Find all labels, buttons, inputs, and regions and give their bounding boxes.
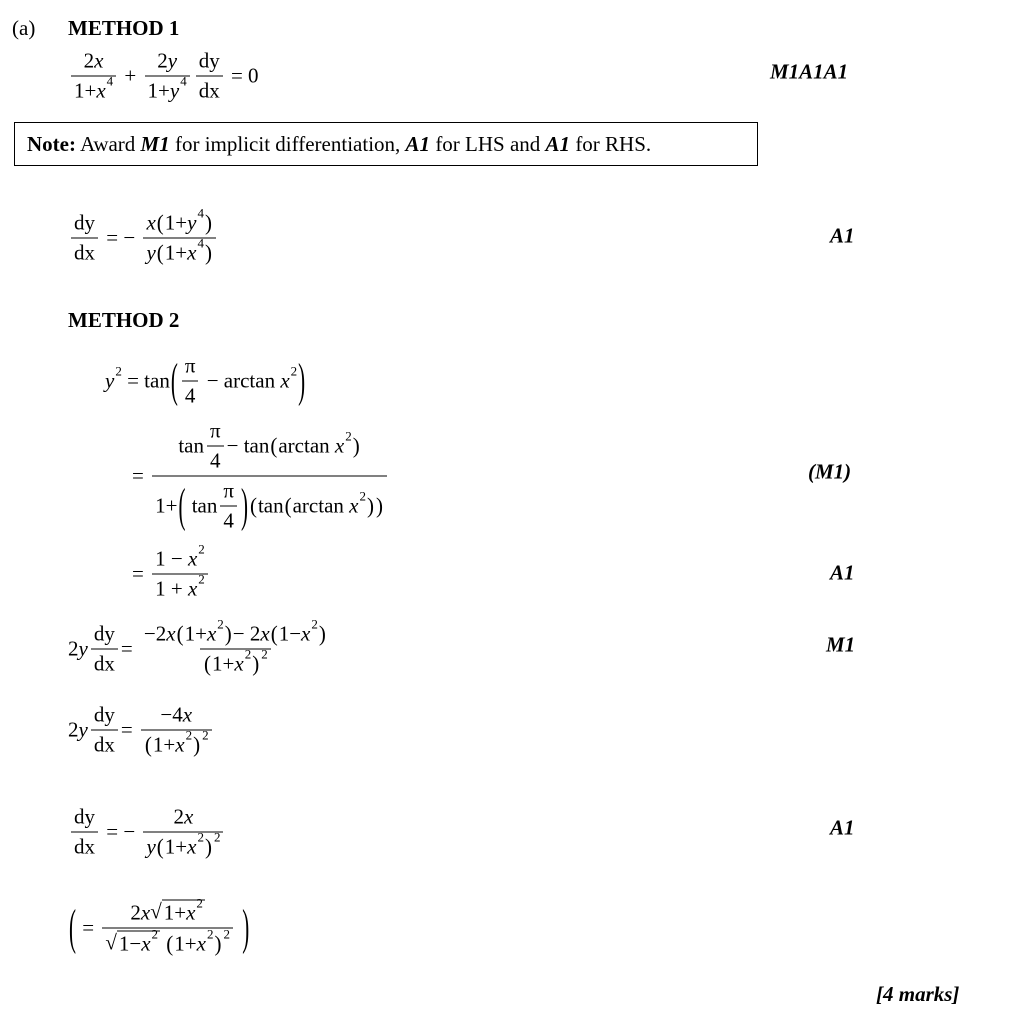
math-text: 1−: [278, 621, 302, 646]
mark-m1: M1: [826, 632, 856, 657]
math-superscript: 2: [206, 926, 214, 942]
left-paren: (: [249, 493, 257, 518]
fraction-denominator: [145, 73, 190, 104]
math-text: 4: [184, 383, 196, 408]
math-fraction: [182, 354, 199, 409]
method-2-heading: METHOD 2: [68, 308, 180, 332]
fraction-numerator: [207, 419, 224, 446]
left-paren: (: [176, 621, 184, 646]
math-text: − arctan: [201, 368, 281, 393]
fraction-denominator: [143, 235, 216, 266]
paren-content: [179, 354, 297, 409]
math-variable: x: [94, 48, 104, 73]
math-fraction: [71, 211, 98, 266]
math-fraction: [102, 895, 233, 957]
math-fraction: [152, 541, 208, 602]
math-text: =: [77, 915, 100, 940]
math-superscript: 2: [244, 646, 252, 662]
paren-content: [184, 616, 224, 647]
fraction-numerator: [171, 805, 197, 832]
math-variable: x: [280, 368, 290, 393]
paren-content: [278, 616, 318, 647]
math-text: dx: [74, 240, 95, 265]
math-variable: x: [166, 621, 176, 646]
math-parentheses: [176, 616, 233, 647]
math-fraction: [141, 616, 330, 677]
math-superscript: 4: [197, 235, 204, 251]
math-text: 2: [130, 900, 141, 924]
math-text: 1+: [155, 493, 178, 518]
math-variable: y: [187, 210, 197, 235]
math-text: 1+: [212, 651, 235, 676]
math-variable: x: [234, 651, 244, 676]
fraction-denominator: [207, 446, 224, 474]
note-mark: M1: [140, 131, 170, 156]
math-text: 1+: [164, 834, 188, 859]
fraction-denominator: [102, 928, 233, 957]
math-text: =: [132, 463, 150, 488]
left-paren: (: [156, 240, 164, 265]
right-paren: ): [224, 621, 232, 646]
fraction-denominator: [152, 571, 208, 602]
paren-content: [278, 428, 352, 459]
fraction-denominator: [200, 646, 271, 677]
note-text: for implicit differentiation,: [169, 131, 406, 156]
math-fraction: [71, 805, 98, 860]
math-parentheses: [284, 488, 375, 519]
math-superscript: 2: [202, 727, 209, 743]
math-variable: x: [184, 804, 194, 829]
right-paren: ): [193, 732, 201, 757]
math-variable: x: [334, 433, 345, 458]
mark-a1: A1: [830, 223, 855, 248]
math-text: =: [120, 636, 138, 661]
math-superscript: 2: [196, 895, 203, 911]
right-paren: ): [204, 240, 212, 265]
paren-content: [292, 488, 366, 519]
fraction-numerator: [157, 703, 195, 730]
math-parentheses: [144, 727, 201, 758]
math-fraction: [71, 49, 116, 104]
left-paren: (: [270, 621, 278, 646]
paren-content: [257, 488, 375, 519]
math-text: =: [120, 717, 138, 742]
left-paren: (: [204, 651, 212, 676]
math-fraction: [196, 49, 223, 104]
note-box: [14, 122, 758, 166]
math-variable: x: [146, 210, 156, 235]
math-text: dy: [93, 702, 115, 727]
math-variable: y: [78, 717, 88, 742]
mark-a1: A1: [830, 560, 855, 585]
note-mark: A1: [545, 131, 571, 156]
fraction-denominator: [141, 727, 212, 758]
right-paren: ): [366, 493, 374, 518]
math-parentheses: [170, 354, 306, 409]
equation-2y-dydx-simplified: [68, 703, 215, 758]
math-text: 4: [223, 508, 234, 533]
math-text: 1 +: [155, 576, 188, 601]
right-paren: ): [298, 352, 306, 408]
note-label: Note:: [27, 131, 76, 156]
math-text: 1+: [184, 621, 207, 646]
math-variable: x: [260, 621, 270, 646]
math-parentheses: [270, 616, 327, 647]
math-text: 1 −: [155, 546, 188, 571]
fraction-numerator: [220, 479, 237, 506]
note-text: Award: [75, 131, 141, 156]
left-paren: (: [156, 210, 164, 235]
math-text: tan: [178, 433, 204, 458]
fraction-numerator: [91, 703, 118, 730]
math-variable: y: [78, 636, 88, 661]
math-variable: y: [105, 368, 115, 393]
math-parentheses: [177, 479, 249, 534]
fraction-denominator: [71, 832, 98, 860]
fraction-denominator: [91, 730, 118, 758]
math-text: 2: [83, 48, 95, 73]
math-text: 2: [68, 636, 79, 661]
note-text: for RHS.: [570, 131, 652, 156]
left-paren: (: [144, 732, 152, 757]
math-text: 1+: [152, 732, 176, 757]
math-text: 1+: [74, 78, 97, 103]
math-text: arctan: [278, 433, 335, 458]
fraction-denominator: [91, 649, 118, 677]
right-paren: ): [214, 930, 222, 956]
math-superscript: 2: [197, 829, 204, 845]
math-superscript: 2: [311, 616, 318, 632]
math-text: dx: [198, 78, 220, 103]
left-paren: (: [270, 433, 278, 458]
right-paren: ): [352, 433, 360, 458]
math-text: dy: [74, 804, 95, 829]
radical-sign: √: [150, 899, 162, 924]
math-superscript: 2: [345, 428, 352, 444]
math-superscript: 2: [198, 541, 205, 557]
math-fraction: [141, 703, 212, 758]
math-parentheses: [68, 895, 250, 957]
right-paren: ): [240, 477, 248, 533]
math-superscript: 4: [180, 73, 187, 89]
math-fraction: [143, 205, 216, 266]
math-text: = −: [101, 225, 141, 250]
right-paren: ): [318, 621, 326, 646]
mark-a1: A1: [830, 815, 855, 840]
note-text: for LHS and: [430, 131, 546, 156]
equation-implicit-differentiation: [68, 49, 259, 104]
math-text: =: [132, 561, 150, 586]
math-superscript: 2: [359, 488, 366, 504]
mark-m1a1a1: M1A1A1: [770, 59, 849, 84]
math-text: 1+: [164, 210, 188, 235]
fraction-denominator: [152, 476, 387, 534]
fraction-denominator: [143, 829, 223, 860]
paren-content: [164, 235, 204, 266]
math-variable: x: [186, 900, 196, 925]
math-variable: y: [146, 240, 156, 265]
equation-y-squared: [105, 354, 306, 409]
paren-content: [164, 205, 204, 236]
fraction-denominator: [71, 238, 98, 266]
math-text: dy: [93, 621, 115, 646]
math-variable: x: [187, 240, 197, 265]
radicand: [117, 926, 160, 957]
math-text: = 0: [225, 63, 259, 88]
math-fraction: [220, 479, 237, 534]
left-paren: (: [156, 834, 164, 859]
paren-content: [174, 926, 214, 956]
fraction-numerator: [196, 49, 223, 76]
math-variable: y: [146, 834, 156, 859]
math-superscript: 2: [290, 363, 298, 379]
math-text: dy: [74, 210, 95, 235]
math-fraction: [91, 703, 118, 758]
math-text: tan: [257, 493, 284, 518]
math-superscript: 2: [223, 926, 230, 942]
fraction-numerator: [175, 419, 363, 476]
fraction-numerator: [154, 49, 180, 76]
math-text: 1+: [174, 931, 197, 955]
fraction-numerator: [182, 354, 199, 381]
fraction-numerator: [71, 211, 98, 238]
fraction-numerator: [127, 895, 208, 928]
paren-content: [77, 895, 241, 957]
math-text: dx: [93, 732, 115, 757]
math-text: − tan: [226, 433, 270, 458]
right-paren: ): [204, 834, 212, 859]
math-text: +: [119, 63, 142, 88]
math-superscript: 2: [185, 727, 193, 743]
total-marks: [4 marks]: [876, 982, 960, 1006]
left-paren: (: [178, 477, 186, 533]
math-fraction: [145, 49, 190, 104]
math-parentheses: [203, 646, 260, 677]
math-variable: x: [182, 702, 193, 727]
equation-alternative-form: [68, 895, 250, 957]
paren-content: [152, 727, 193, 758]
paren-content: [186, 479, 240, 534]
math-parentheses: [156, 829, 213, 860]
radical-sign: √: [105, 930, 117, 955]
math-variable: x: [96, 78, 106, 103]
math-superscript: 2: [151, 926, 159, 942]
math-text: 4: [210, 448, 221, 473]
math-variable: y: [169, 78, 180, 103]
right-paren: ): [242, 898, 250, 956]
math-fraction: [207, 419, 224, 474]
math-square-root: [105, 926, 160, 957]
part-label: (a): [12, 16, 36, 40]
math-fraction: [152, 419, 387, 534]
math-variable: x: [196, 931, 206, 955]
math-text: −2: [143, 621, 167, 646]
math-text: π: [184, 353, 196, 378]
math-text: −4: [160, 702, 183, 727]
math-variable: x: [301, 621, 311, 646]
math-text: = tan: [121, 368, 170, 393]
math-text: 1+: [164, 240, 188, 265]
math-superscript: 4: [197, 205, 204, 221]
math-text: π: [223, 478, 234, 503]
math-text: 1+: [163, 900, 187, 925]
math-variable: x: [349, 493, 359, 518]
fraction-numerator: [71, 805, 98, 832]
math-parentheses: [269, 428, 360, 459]
math-superscript: 4: [106, 73, 114, 89]
right-paren: ): [375, 493, 383, 518]
method-1-heading: METHOD 1: [68, 16, 180, 40]
left-paren: (: [166, 930, 174, 956]
math-text: 2: [157, 48, 168, 73]
math-fraction: [143, 805, 223, 860]
equation-dydx-method1: [68, 205, 219, 266]
left-paren: (: [284, 493, 292, 518]
paren-content: [212, 646, 252, 677]
math-text: π: [210, 418, 221, 443]
math-superscript: 2: [115, 363, 122, 379]
math-parentheses: [249, 488, 384, 519]
math-text: = −: [101, 819, 141, 844]
math-text: [236, 916, 241, 941]
math-parentheses: [156, 205, 213, 236]
math-superscript: 2: [213, 829, 221, 845]
fraction-numerator: [81, 49, 107, 76]
equation-dydx-method2: [68, 805, 226, 860]
math-superscript: 2: [198, 571, 205, 587]
equation-tan-expansion: [132, 419, 390, 534]
math-text: 2: [173, 804, 185, 829]
fraction-numerator: [143, 205, 216, 238]
right-paren: ): [252, 651, 260, 676]
left-paren: (: [170, 352, 178, 408]
math-text: 2: [68, 717, 79, 742]
math-text: tan: [186, 493, 218, 518]
fraction-denominator: [220, 506, 237, 534]
math-text: dx: [93, 651, 115, 676]
math-variable: x: [140, 900, 151, 924]
math-variable: x: [187, 834, 197, 859]
math-text: dy: [198, 48, 220, 73]
math-text: dx: [74, 834, 95, 859]
math-square-root: [150, 895, 205, 926]
fraction-numerator: [152, 541, 208, 574]
math-variable: y: [167, 48, 178, 73]
math-text: arctan: [292, 493, 350, 518]
fraction-denominator: [71, 73, 116, 104]
paren-content: [164, 829, 204, 860]
equation-2y-dydx: [68, 616, 333, 677]
left-paren: (: [69, 898, 76, 956]
math-variable: x: [141, 931, 151, 956]
math-variable: x: [187, 546, 198, 571]
math-parentheses: [165, 926, 222, 956]
math-superscript: 2: [217, 616, 224, 632]
equation-simplified: [132, 541, 211, 602]
note-mark: A1: [405, 131, 431, 156]
math-superscript: 2: [261, 646, 268, 662]
math-variable: x: [175, 732, 185, 757]
radicand: [162, 895, 205, 926]
fraction-numerator: [141, 616, 330, 649]
fraction-denominator: [196, 76, 223, 104]
math-text: − 2: [232, 621, 261, 646]
math-variable: x: [206, 621, 217, 646]
math-text: 1−: [118, 931, 142, 956]
mark-m1-bracket: (M1): [808, 459, 852, 484]
fraction-denominator: [182, 381, 199, 409]
math-text: 1+: [147, 78, 170, 103]
math-fraction: [91, 622, 118, 677]
right-paren: ): [204, 210, 212, 235]
fraction-numerator: [91, 622, 118, 649]
math-variable: x: [187, 576, 198, 601]
math-parentheses: [156, 235, 213, 266]
